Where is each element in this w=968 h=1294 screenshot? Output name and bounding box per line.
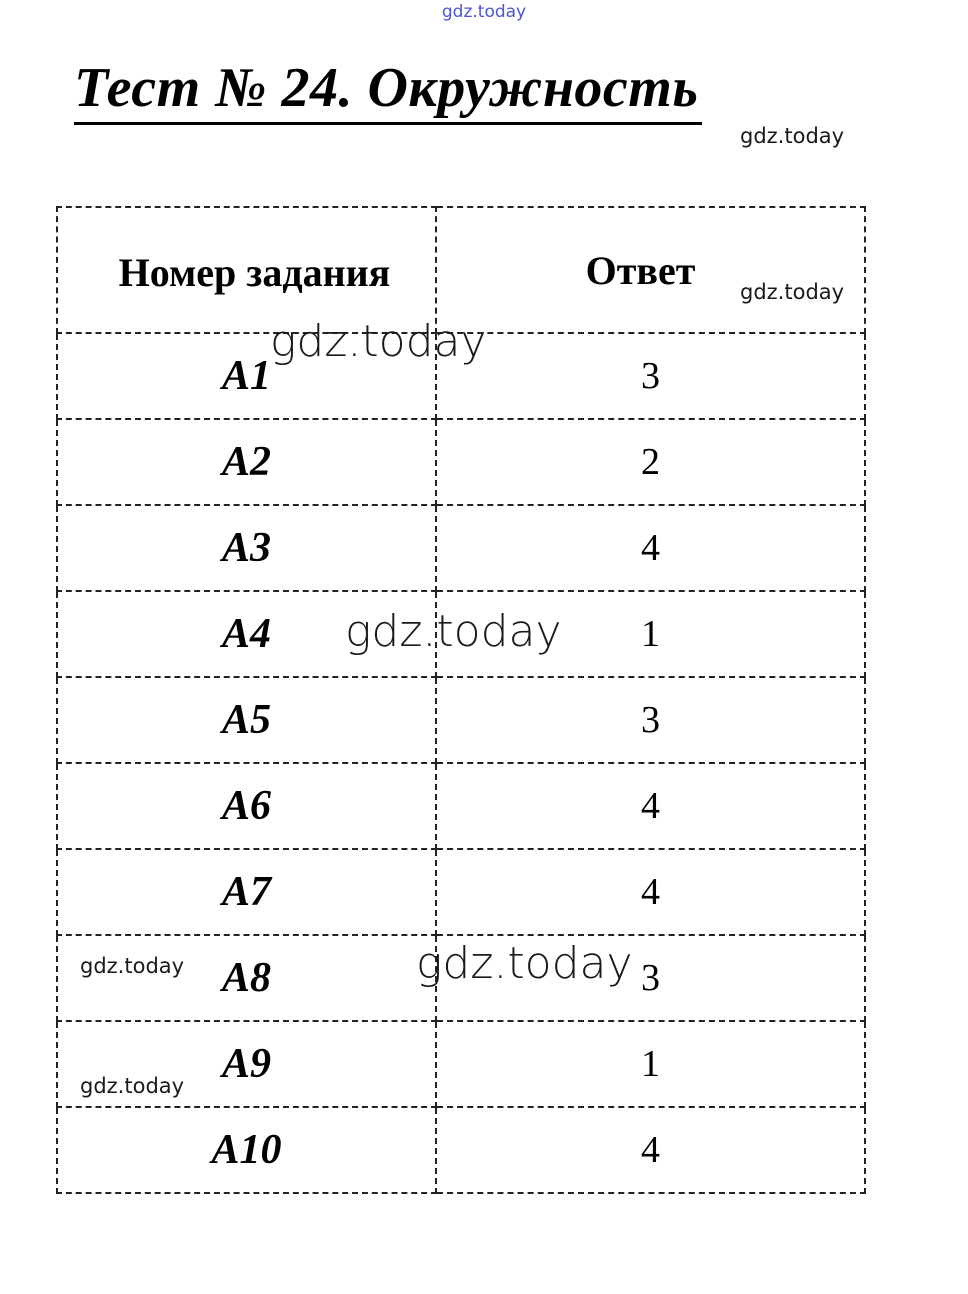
task-cell: А6 bbox=[57, 763, 436, 849]
watermark: gdz.today bbox=[80, 954, 185, 978]
page-title: Тест № 24. Окружность bbox=[74, 57, 699, 119]
table-row bbox=[57, 505, 865, 591]
task-cell: А7 bbox=[57, 849, 436, 935]
table-row bbox=[57, 419, 865, 505]
task-cell: А2 bbox=[57, 419, 436, 505]
task-cell: А8 bbox=[57, 935, 436, 1021]
task-cell: А9 bbox=[57, 1021, 436, 1107]
task-cell: А5 bbox=[57, 677, 436, 763]
answer-cell: 4 bbox=[436, 849, 865, 935]
answers-table bbox=[56, 206, 866, 1194]
table-row bbox=[57, 1107, 865, 1193]
task-cell: А1 bbox=[57, 333, 436, 419]
table-row bbox=[57, 1021, 865, 1107]
header-task-number: Номер задания bbox=[57, 207, 436, 333]
table-row bbox=[57, 677, 865, 763]
table-header-row bbox=[57, 207, 865, 333]
table-row bbox=[57, 849, 865, 935]
table-row bbox=[57, 763, 865, 849]
table-row bbox=[57, 935, 865, 1021]
answer-cell: 4 bbox=[436, 1107, 865, 1193]
top-watermark: gdz.today bbox=[441, 2, 527, 22]
watermark: gdz.today bbox=[345, 606, 562, 657]
watermark: gdz.today bbox=[270, 316, 487, 367]
table-row bbox=[57, 591, 865, 677]
watermark: gdz.today bbox=[416, 938, 633, 989]
answer-cell: 4 bbox=[436, 763, 865, 849]
answer-cell: 2 bbox=[436, 419, 865, 505]
answer-cell: 1 bbox=[436, 1021, 865, 1107]
watermark: gdz.today bbox=[740, 124, 845, 148]
header-answer: Ответ bbox=[436, 207, 865, 333]
answer-cell: 4 bbox=[436, 505, 865, 591]
watermark: gdz.today bbox=[740, 280, 845, 304]
answer-cell: 3 bbox=[436, 935, 865, 1021]
answer-cell: 3 bbox=[436, 677, 865, 763]
answer-cell: 3 bbox=[436, 333, 865, 419]
answer-cell: 1 bbox=[436, 591, 865, 677]
watermark: gdz.today bbox=[80, 1074, 185, 1098]
table-row bbox=[57, 333, 865, 419]
task-cell: А3 bbox=[57, 505, 436, 591]
task-cell: А4 bbox=[57, 591, 436, 677]
title-underline bbox=[74, 122, 702, 125]
task-cell: А10 bbox=[57, 1107, 436, 1193]
